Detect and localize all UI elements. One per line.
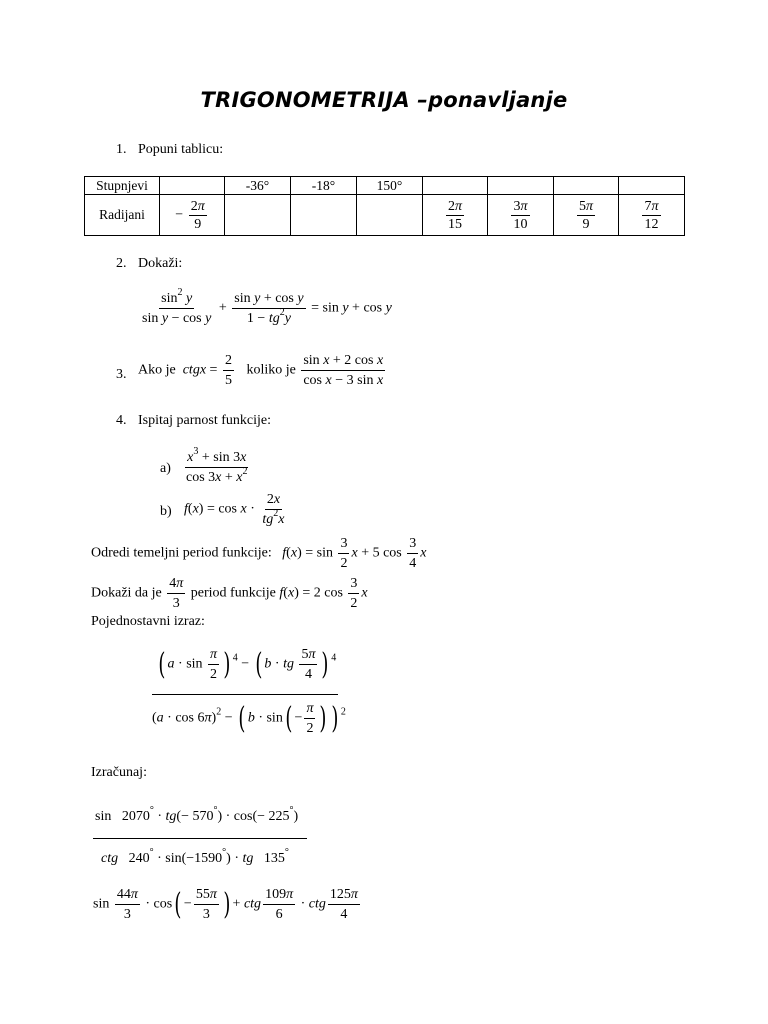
identity-formula: $\frac{\sin^2 y}{\text{sin y − cos y}}$ + $\frac{\text{sin y + cos y}}{1 - tg^2y}$ = sin y + cos y <box>142 287 392 326</box>
task-4b-label: b) <box>160 504 172 519</box>
task-3-text-b: koliko je <box>246 362 296 378</box>
prove-text-b: period funkcije <box>190 585 276 601</box>
task-4a-label: a) <box>160 461 171 476</box>
simplify-text: Pojednostavni izraz: <box>91 614 205 629</box>
conversion-table <box>84 176 685 236</box>
table-cell: 150° <box>357 177 423 195</box>
table-cell: $\frac{2\pi}{15}$ <box>423 195 488 236</box>
task-4b-formula: f(x) = cos x · $\frac{2x}{tg^2x}$ <box>184 492 285 527</box>
period-task: Odredi temeljni period funkcije: f(x) = sin $\frac{3}{2}$ x + 5 cos $\frac{3}{4}$ x <box>91 536 427 571</box>
table-cell <box>619 177 685 195</box>
table-cell <box>160 177 225 195</box>
period-text: Odredi temeljni period funkcije: <box>91 545 272 561</box>
task-4a-formula: $\frac{x^3 + \sin 3x}{\cos 3x + x^2}$ <box>186 446 248 485</box>
compute-text: Izračunaj: <box>91 765 147 780</box>
row-label-radians: Radijani <box>85 195 160 236</box>
task-3-number: 3. <box>116 367 127 382</box>
page-title: TRIGONOMETRIJA –ponavljanje <box>200 88 568 112</box>
simplify-denominator: $(a \cdot \cos 6\pi)^2$ − ( b · sin( − $\frac{\pi}{2}$ ) ) $^2$ <box>152 700 346 736</box>
task-2-text: Dokaži: <box>138 256 183 271</box>
table-row-radians <box>85 195 685 236</box>
table-row-degrees <box>85 177 685 195</box>
table-cell <box>488 177 554 195</box>
row-label-degrees: Stupnjevi <box>85 177 160 195</box>
table-cell: $\frac{5\pi}{9}$ <box>554 195 619 236</box>
task-3-text-a: Ako je <box>138 362 176 378</box>
table-cell <box>554 177 619 195</box>
prove-period-task: Dokaži da je $\frac{4\pi}{3}$ period funkcije f(x) = 2 cos $\frac{3}{2}$ x <box>91 576 368 611</box>
table-cell: -18° <box>291 177 357 195</box>
table-cell: -36° <box>225 177 291 195</box>
task-1-number: 1. <box>116 142 127 157</box>
compute-expression-2: sin $\frac{44\pi}{3}$ · cos( − $\frac{55\pi}{3}$ ) + ctg $\frac{109\pi}{6}$ · ctg $\frac{125\pi}{4}$ <box>93 886 358 922</box>
simplify-fraction-bar <box>152 694 338 695</box>
table-cell <box>225 195 291 236</box>
task-4-number: 4. <box>116 413 127 428</box>
table-cell <box>291 195 357 236</box>
prove-text-a: Dokaži da je <box>91 585 162 601</box>
compute-denominator: ctg 240° · sin(−1590°) · tg 135° <box>101 847 289 866</box>
simplify-numerator: ( a · sin $\frac{\pi}{2}$ ) $^4$ − ( b · tg $\frac{5\pi}{4}$ ) $^4$ <box>158 646 337 682</box>
task-4-text: Ispitaj parnost funkcije: <box>138 413 271 428</box>
compute-fraction-bar <box>93 838 307 839</box>
table-cell <box>357 195 423 236</box>
task-1-text: Popuni tablicu: <box>138 142 224 157</box>
task-2-number: 2. <box>116 256 127 271</box>
compute-numerator: sin 2070° · tg(− 570°) · cos(− 225°) <box>95 805 299 824</box>
table-cell: $\frac{7\pi}{12}$ <box>619 195 685 236</box>
table-cell: − $\frac{2\pi}{9}$ <box>160 195 225 236</box>
table-cell: $\frac{3\pi}{10}$ <box>488 195 554 236</box>
task-3-formula: Ako je ctgx = $\frac{2}{5}$ koliko je $\frac{\text{sin x + 2 cos x}}{\text{cos x − 3 sin x}}$ <box>138 353 384 388</box>
table-cell <box>423 177 488 195</box>
